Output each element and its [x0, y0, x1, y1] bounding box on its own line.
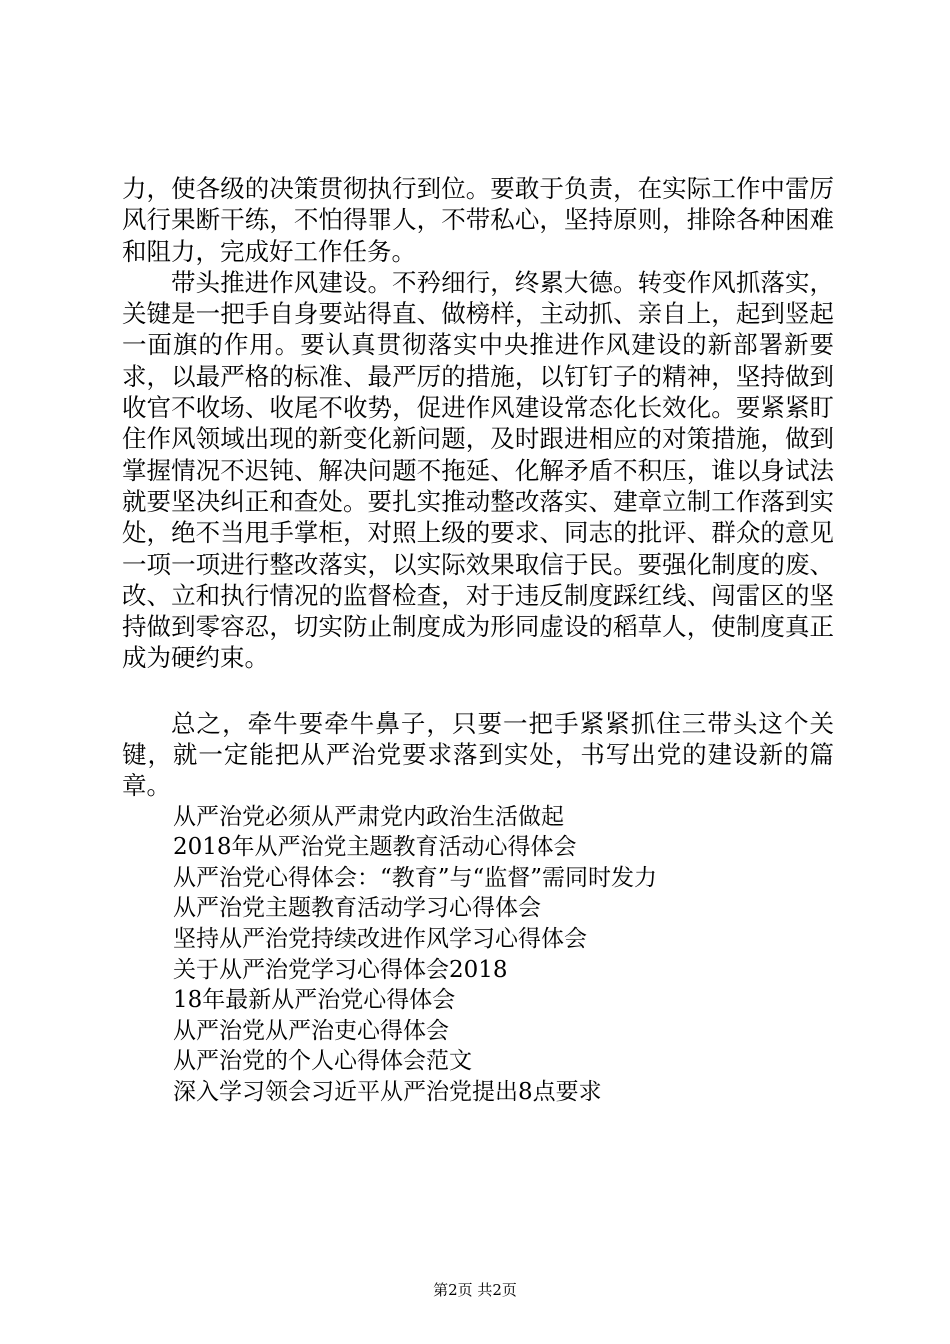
related-links-list	[122, 802, 834, 1108]
paragraph-continuation: 力，使各级的决策贯彻执行到位。要敢于负责，在实际工作中雷厉风行果断干练，不怕得罪人，不带私心，坚持原则，排除各种困难和阻力，完成好工作任务。	[122, 174, 834, 266]
related-link[interactable]: 从严治党的个人心得体会范文	[173, 1048, 472, 1075]
related-link[interactable]: 从严治党心得体会：“教育”与“监督”需同时发力	[173, 864, 658, 891]
related-link[interactable]: 从严治党从严治吏心得体会	[173, 1017, 449, 1044]
related-link[interactable]: 从严治党主题教育活动学习心得体会	[173, 895, 541, 922]
related-link[interactable]: 坚持从严治党持续改进作风学习心得体会	[173, 926, 587, 953]
related-link[interactable]: 从严治党必须从严肃党内政治生活做起	[173, 803, 564, 830]
related-link[interactable]: 18年最新从严治党心得体会	[173, 987, 456, 1014]
related-link[interactable]: 2018年从严治党主题教育活动心得体会	[173, 834, 577, 861]
paragraph-conclusion: 总之，牵牛要牵牛鼻子，只要一把手紧紧抓住三带头这个关键，就一定能把从严治党要求落到实处，书写出党的建设新的篇章。	[122, 708, 834, 801]
page-footer: 第2页 共2页	[433, 1281, 517, 1299]
related-link[interactable]: 关于从严治党学习心得体会2018	[173, 956, 508, 983]
document-body	[122, 173, 834, 1108]
paragraph-spacer	[122, 674, 834, 708]
related-link[interactable]: 深入学习领会习近平从严治党提出8点要求	[173, 1078, 602, 1105]
paragraph-work-style: 带头推进作风建设。不矜细行，终累大德。转变作风抓落实，关键是一把手自身要站得直、做榜样，主动抓、亲自上，起到竖起一面旗的作用。要认真贯彻落实中央推进作风建设的新部署新要求，以最严格的标准、最严厉的措施，以钉钉子的精神，坚持做到收官不收场、收尾不收势，促进作风建设常态化长效化。要紧紧盯住作风领域出现的新变化新问题，及时跟进相应的对策措施，做到掌握情况不迟钝、解决问题不拖延、化解矛盾不积压，谁以身试法就要坚决纠正和查处。要扎实推动整改落实、建章立制工作落到实处，绝不当甩手掌柜，对照上级的要求、同志的批评、群众的意见一项一项进行整改落实，以实际效果取信于民。要强化制度的废、改、立和执行情况的监督检查，对于违反制度踩红线、闯雷区的坚持做到零容忍，切实防止制度成为形同虚设的稻草人，使制度真正成为硬约束。	[122, 267, 834, 673]
